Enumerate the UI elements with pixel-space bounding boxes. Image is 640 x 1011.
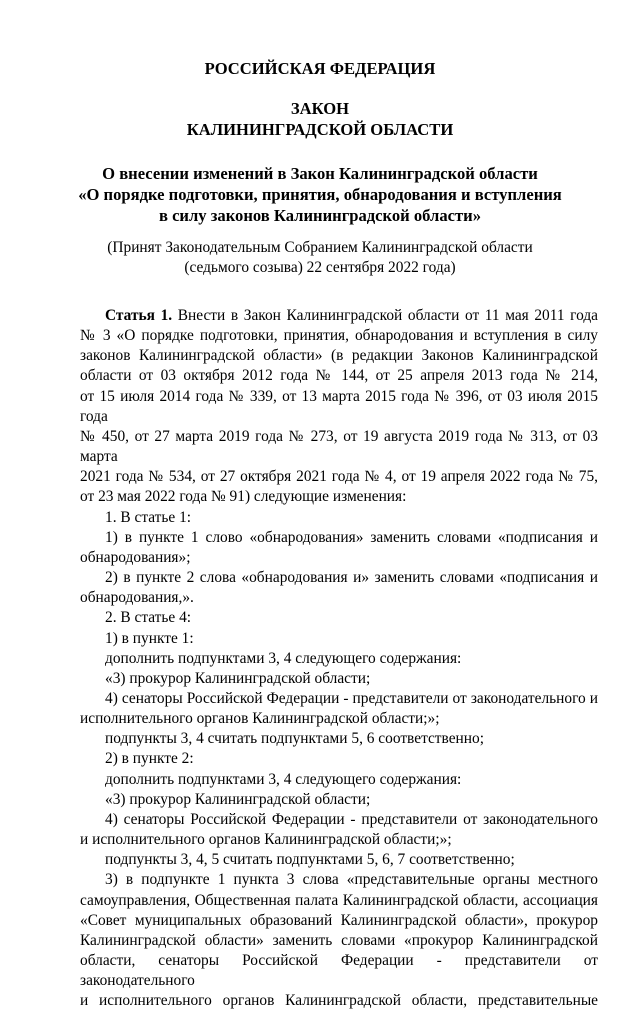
item-text-line: «3) прокурор Калининградской области; xyxy=(105,790,371,808)
article-first-text: Внести в Закон Калининградской области от 11 мая 2011 года xyxy=(177,307,599,324)
subitem-heading: 2) в пункте 2: xyxy=(105,750,194,768)
adoption-note xyxy=(0,238,640,277)
intro-line: от 23 мая 2022 года № 91) следующие изменения: xyxy=(80,488,407,506)
item-text-line: самоуправления, Общественная палата Калининградской области, ассоциация xyxy=(80,891,598,909)
item-text-line: исполнительного органов Калининградской области;»; xyxy=(80,710,440,728)
item-text-line: «3) прокурор Калининградской области; xyxy=(105,669,371,687)
item-text-line: и исполнительного органов Калининградской области;»; xyxy=(80,831,452,849)
item-text-line: 4) сенаторы Российской Федерации - представители от законодательного xyxy=(105,810,598,828)
intro-line: от 15 июля 2014 года № 339, от 13 марта 2015 года № 396, от 03 июля 2015 года xyxy=(80,387,598,425)
adoption-line: (седьмого созыва) 22 сентября 2022 года) xyxy=(184,258,456,276)
intro-line: № 3 «О порядке подготовки, принятия, обнародования и вступления в силу xyxy=(80,327,598,345)
law-word: ЗАКОН xyxy=(290,99,350,118)
item-text-line: 2) в пункте 2 слова «обнародования и» заменить словами «подписания и xyxy=(105,569,598,587)
item-heading: 1. В статье 1: xyxy=(105,508,192,526)
item-text-line: «Совет муниципальных образований Калининградской области», прокурор xyxy=(80,911,598,929)
header-federation: РОССИЙСКАЯ ФЕДЕРАЦИЯ xyxy=(204,59,436,78)
item-1 xyxy=(80,508,598,609)
region-name: КАЛИНИНГРАДСКОЙ ОБЛАСТИ xyxy=(186,120,454,139)
document-body xyxy=(80,306,598,1011)
item-text-line: обнародования»; xyxy=(80,548,191,566)
subitem-heading: 1) в пункте 1: xyxy=(105,629,194,647)
title-line: «О порядке подготовки, принятия, обнародования и вступления xyxy=(78,185,562,204)
item-text-line: 4) сенаторы Российской Федерации - представители от законодательного и xyxy=(105,689,598,707)
law-subject-title xyxy=(0,163,640,226)
item-text-line: и исполнительного органов Калининградской области, представительные xyxy=(80,992,598,1010)
article-label: Статья 1. xyxy=(105,307,173,324)
item-text-line: обнародования,». xyxy=(80,589,194,607)
item-text-line: области, сенаторы Российской Федерации - представители от законодательного xyxy=(80,952,598,990)
item-text-line: 3) в подпункте 1 пункта 3 слова «представительные органы местного xyxy=(105,871,598,889)
intro-line: № 450, от 27 марта 2019 года № 273, от 19 августа 2019 года № 313, от 03 марта xyxy=(80,427,598,466)
item-text-line: 1) в пункте 1 слово «обнародования» заменить словами «подписания и xyxy=(105,528,598,546)
item-text-line: дополнить подпунктами 3, 4 следующего содержания: xyxy=(105,770,462,788)
title-line: О внесении изменений в Закон Калининградской области xyxy=(102,164,538,183)
item-2 xyxy=(80,608,598,1011)
intro-line: области от 03 октября 2012 года № 144, от 25 апреля 2013 года № 214, xyxy=(80,367,598,385)
article-1-intro xyxy=(80,306,598,508)
article-first-line xyxy=(80,306,598,326)
item-text-line: подпункты 3, 4 считать подпунктами 5, 6 соответственно; xyxy=(105,730,484,748)
title-line: в силу законов Калининградской области» xyxy=(158,206,482,225)
item-text-line: Калининградской области» заменить словами «прокурор Калининградской xyxy=(80,931,598,949)
header-law-title xyxy=(0,98,640,140)
item-heading: 2. В статье 4: xyxy=(105,609,192,627)
intro-line: 2021 года № 534, от 27 октября 2021 года № 4, от 19 апреля 2022 года № 75, xyxy=(80,468,598,486)
item-text-line: дополнить подпунктами 3, 4 следующего содержания: xyxy=(105,649,462,667)
intro-line: законов Калининградской области» (в редакции Законов Калининградской xyxy=(80,347,598,365)
adoption-line: (Принят Законодательным Собранием Калининградской области xyxy=(107,239,533,256)
item-text-line: подпункты 3, 4, 5 считать подпунктами 5, 6, 7 соответственно; xyxy=(105,851,515,869)
